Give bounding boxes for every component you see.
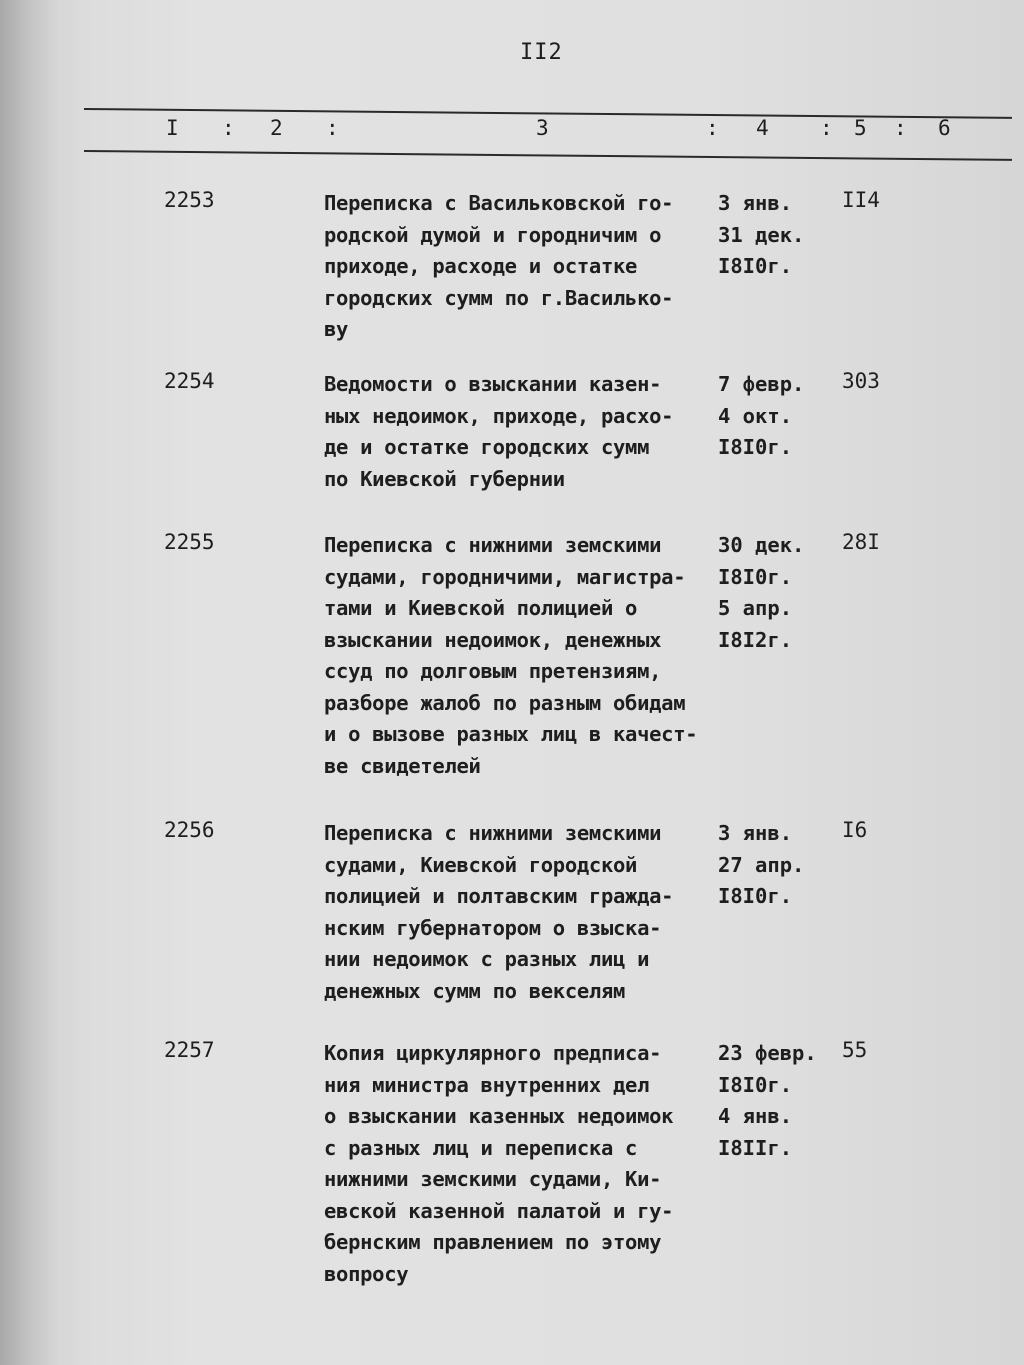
record-sheet-count: 303	[842, 369, 880, 393]
column-separator: :	[326, 116, 339, 140]
record-number: 2254	[164, 369, 215, 393]
record-number: 2253	[164, 188, 215, 212]
record-number: 2256	[164, 818, 215, 842]
header-rule-bottom	[84, 150, 1012, 161]
record-title: Копия циркулярного предписа- ния министра внутренних дел о взыскании казенных недоимок с разных лиц и переписка с нижними земскими судами, Ки- евской казенной палатой и гу- бернским правлением по этому вопросу	[324, 1041, 674, 1286]
column-4-label: 4	[756, 116, 769, 140]
record-dates: 3 янв. 31 дек. I8I0г.	[718, 191, 805, 278]
column-2-label: 2	[270, 116, 283, 140]
column-5-label: 5	[854, 116, 867, 140]
column-1-label: I	[166, 116, 179, 140]
record-title: Переписка с нижними земскими судами, городничими, магистра- тами и Киевской полицией о взыскании недоимок, денежных ссуд по долговым претензиям, разборе жалоб по разным обидам и о вызове разных лиц в качест- ве свидетелей	[324, 533, 698, 778]
column-3-label: 3	[536, 116, 549, 140]
record-dates: 23 февр. I8I0г. 4 янв. I8IIг.	[718, 1041, 817, 1160]
record-sheet-count: II4	[842, 188, 880, 212]
record-sheet-count: 28I	[842, 530, 880, 554]
column-header-row	[0, 116, 1024, 146]
record-sheet-count: I6	[842, 818, 868, 842]
record-number: 2257	[164, 1038, 215, 1062]
record-title: Ведомости о взыскании казен- ных недоимок, приходе, расхо- де и остатке городских сумм по Киевской губернии	[324, 372, 674, 491]
column-6-label: 6	[938, 116, 951, 140]
record-dates: 30 дек. I8I0г. 5 апр. I8I2г.	[718, 533, 805, 652]
record-title: Переписка с нижними земскими судами, Киевской городской полицией и полтавским гражда- нским губернатором о взыска- нии недоимок с разных лиц и денежных сумм по векселям	[324, 821, 674, 1003]
record-dates: 3 янв. 27 апр. I8I0г.	[718, 821, 805, 908]
page-number: II2	[520, 40, 563, 65]
column-separator: :	[706, 116, 719, 140]
column-separator: :	[894, 116, 907, 140]
page-fold-shadow	[0, 0, 80, 1365]
record-sheet-count: 55	[842, 1038, 868, 1062]
column-separator: :	[222, 116, 235, 140]
record-dates: 7 февр. 4 окт. I8I0г.	[718, 372, 805, 459]
record-number: 2255	[164, 530, 215, 554]
record-title: Переписка с Васильковской го- родской думой и городничим о приходе, расходе и остатке городских сумм по г.Василько- ву	[324, 191, 674, 341]
column-separator: :	[820, 116, 833, 140]
